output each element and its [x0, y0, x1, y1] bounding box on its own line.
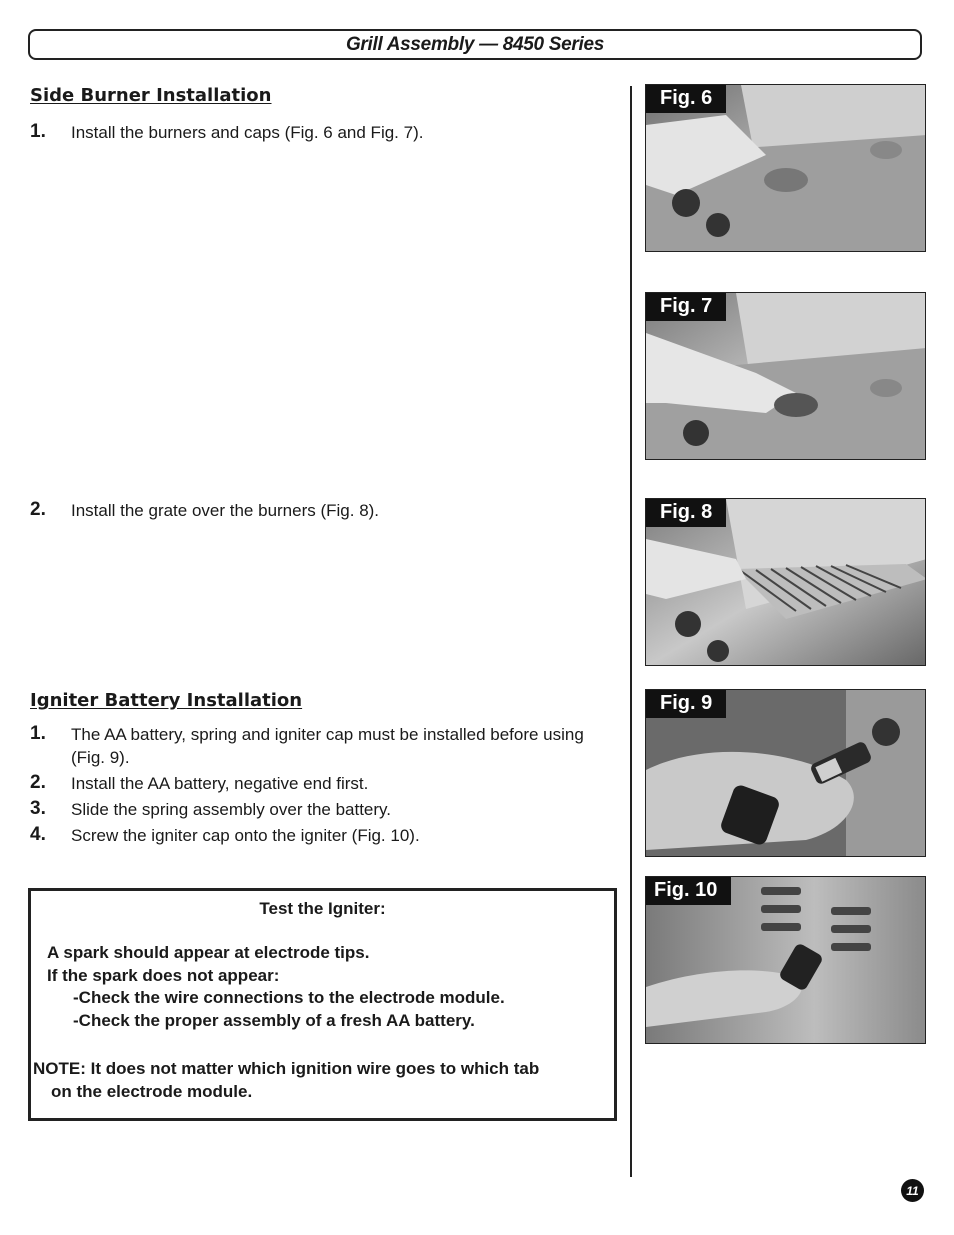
side-burner-step-1	[30, 121, 610, 144]
figure-label: Fig. 8	[646, 499, 726, 527]
step-number: 2.	[30, 772, 46, 793]
figure-7	[645, 292, 926, 460]
step-number: 4.	[30, 824, 46, 845]
figure-9	[645, 689, 926, 857]
test-line: -Check the proper assembly of a fresh AA battery.	[73, 1011, 475, 1030]
page-number: 11	[901, 1179, 924, 1202]
column-divider	[630, 86, 632, 1177]
test-line: A spark should appear at electrode tips.	[47, 943, 370, 962]
page-title: Grill Assembly — 8450 Series	[345, 33, 605, 55]
igniter-step-1	[30, 723, 610, 769]
step-text: Install the burners and caps (Fig. 6 and Fig. 7).	[71, 123, 424, 142]
step-text: Screw the igniter cap onto the igniter (Fig. 10).	[71, 826, 420, 845]
test-line: -Check the wire connections to the electrode module.	[73, 988, 505, 1007]
test-igniter-heading: Test the Igniter:	[259, 899, 386, 918]
igniter-step-4	[30, 824, 610, 847]
figure-label: Fig. 7	[646, 293, 726, 321]
step-text: Slide the spring assembly over the battery.	[71, 800, 392, 819]
step-text: The AA battery, spring and igniter cap must be installed before using (Fig. 9).	[71, 725, 584, 767]
step-number: 1.	[30, 723, 46, 744]
note-line: NOTE: It does not matter which ignition wire goes to which tab	[33, 1059, 540, 1078]
igniter-step-3	[30, 798, 610, 821]
test-line: If the spark does not appear:	[47, 966, 280, 985]
figure-10	[645, 876, 926, 1044]
side-burner-step-2	[30, 499, 610, 522]
step-number: 2.	[30, 499, 46, 520]
figure-label: Fig. 9	[646, 690, 726, 718]
note-line: on the electrode module.	[51, 1082, 253, 1101]
step-number: 1.	[30, 121, 46, 142]
figure-6	[645, 84, 926, 252]
figure-label: Fig. 10	[646, 877, 731, 905]
test-igniter-box	[28, 888, 617, 1121]
figure-8	[645, 498, 926, 666]
header-bar	[28, 29, 922, 60]
side-burner-heading: Side Burner Installation	[30, 85, 272, 106]
step-number: 3.	[30, 798, 46, 819]
igniter-heading: Igniter Battery Installation	[30, 690, 303, 711]
step-text: Install the AA battery, negative end first.	[71, 774, 369, 793]
igniter-step-2	[30, 772, 610, 795]
figure-label: Fig. 6	[646, 85, 726, 113]
step-text: Install the grate over the burners (Fig. 8).	[71, 501, 380, 520]
